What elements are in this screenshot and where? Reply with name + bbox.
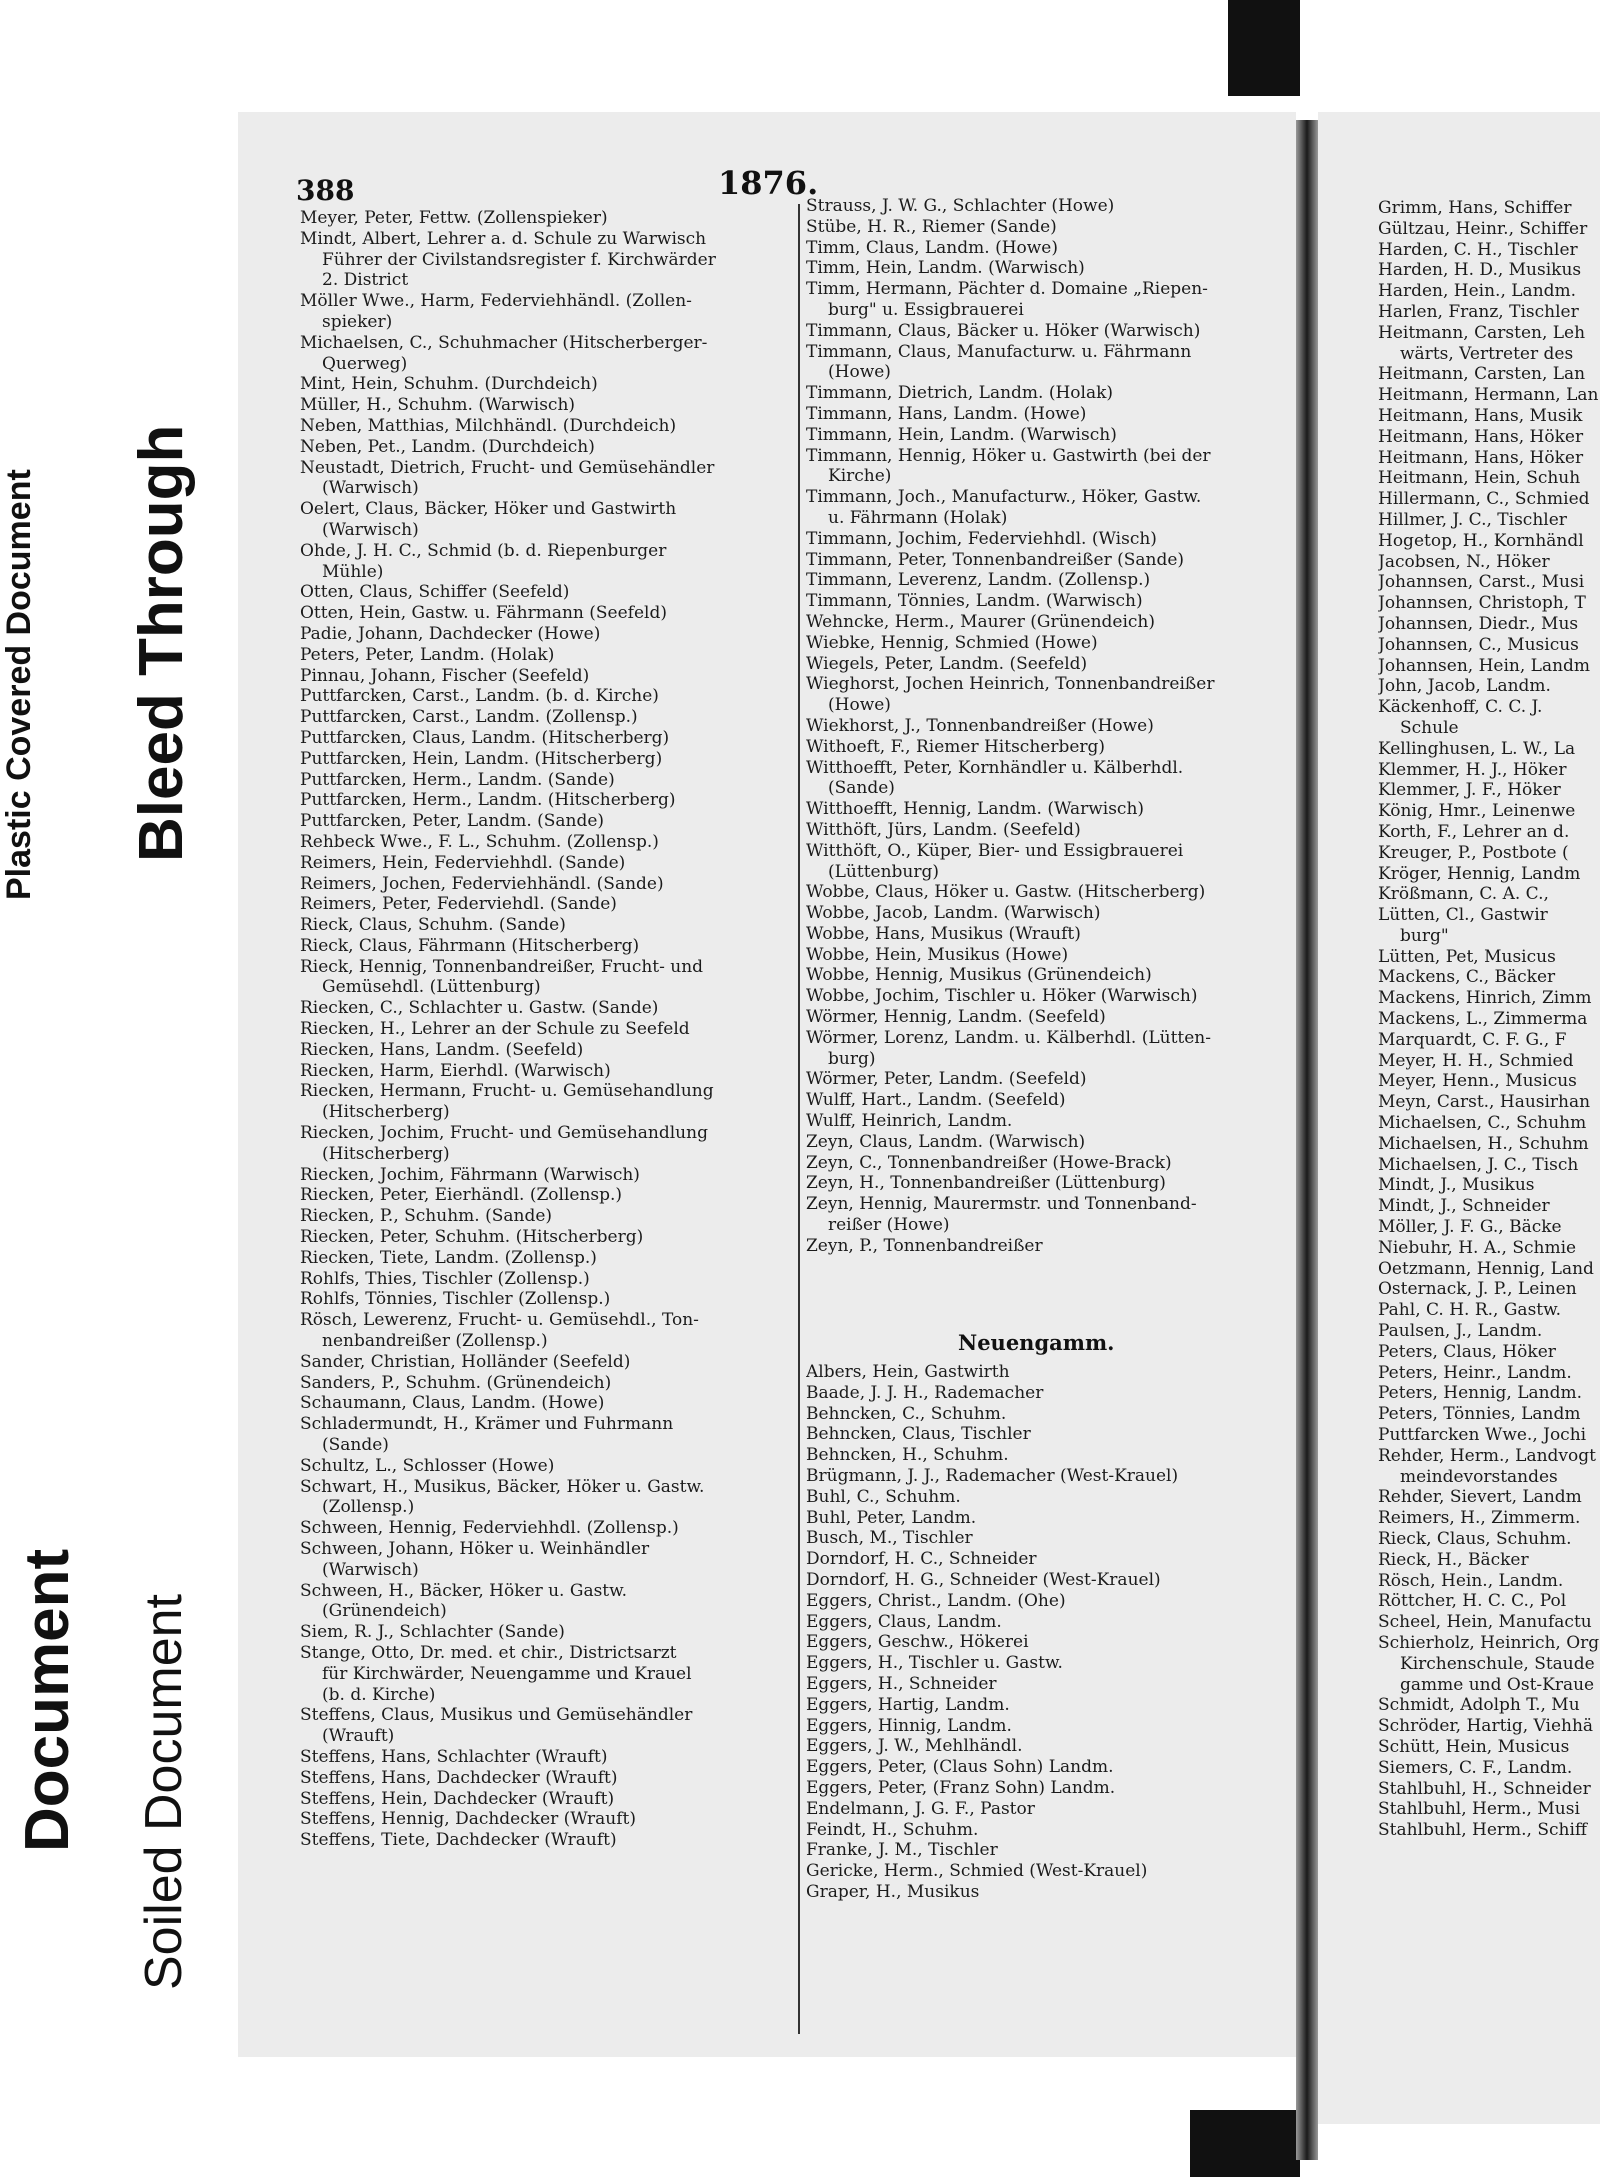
directory-entry: Riecken, C., Schlachter u. Gastw. (Sande) xyxy=(300,998,659,1019)
directory-entry: Riecken, P., Schuhm. (Sande) xyxy=(300,1206,553,1227)
directory-entry: Krößmann, C. A. C., xyxy=(1378,884,1549,905)
directory-entry: Michaelsen, C., Schuhm xyxy=(1378,1113,1587,1134)
directory-entry: Withoeft, F., Riemer Hitscherberg) xyxy=(806,736,1106,757)
directory-entry: Eggers, H., Tischler u. Gastw. xyxy=(806,1653,1063,1674)
directory-entry: Timmann, Peter, Tonnenbandreißer (Sande) xyxy=(806,549,1185,570)
column-left xyxy=(300,208,800,1851)
directory-entry: Timmann, Claus, Manufacturw. u. Fährmann xyxy=(806,341,1192,362)
directory-entry: Paulsen, J., Landm. xyxy=(1378,1321,1543,1342)
directory-entry: Rieck, H., Bäcker xyxy=(1378,1549,1529,1570)
directory-entry: Feindt, H., Schuhm. xyxy=(806,1819,979,1840)
directory-entry: Otten, Hein, Gastw. u. Fährmann (Seefeld) xyxy=(300,603,667,624)
directory-entry: Wobbe, Jochim, Tischler u. Höker (Warwisch) xyxy=(806,986,1198,1007)
directory-entry: Schule xyxy=(1400,717,1459,738)
directory-entry: Neben, Matthias, Milchhändl. (Durchdeich) xyxy=(300,415,677,436)
directory-entry: Wulff, Heinrich, Landm. xyxy=(806,1111,1013,1132)
directory-entry: Schmidt, Adolph T., Mu xyxy=(1378,1695,1580,1716)
directory-entry: Wiegels, Peter, Landm. (Seefeld) xyxy=(806,653,1088,674)
directory-entry: Johannsen, Christoph, T xyxy=(1378,593,1586,614)
directory-entry: nenbandreißer (Zollensp.) xyxy=(322,1331,548,1352)
scanner-band-top-right xyxy=(1228,0,1300,96)
directory-entry: Timmann, Tönnies, Landm. (Warwisch) xyxy=(806,591,1143,612)
directory-entry: Reimers, Jochen, Federviehhändl. (Sande) xyxy=(300,873,664,894)
directory-entry: reißer (Howe) xyxy=(828,1215,950,1236)
document-label: Document xyxy=(13,1548,82,1852)
directory-entry: (Zollensp.) xyxy=(322,1497,415,1518)
soiled-document-label: Soiled Document xyxy=(135,1594,193,1990)
directory-entry: (Sande) xyxy=(322,1435,389,1456)
directory-entry: Oelert, Claus, Bäcker, Höker und Gastwirth xyxy=(300,499,677,520)
directory-entry: Reimers, Hein, Federviehhdl. (Sande) xyxy=(300,852,626,873)
directory-entry: Brügmann, J. J., Rademacher (West-Krauel) xyxy=(806,1465,1179,1486)
directory-entry: Timm, Hein, Landm. (Warwisch) xyxy=(806,258,1085,279)
directory-entry: (Sande) xyxy=(828,778,895,799)
directory-entry: Wörmer, Hennig, Landm. (Seefeld) xyxy=(806,1007,1106,1028)
directory-entry: Puttfarcken, Herm., Landm. (Hitscherberg) xyxy=(300,790,676,811)
directory-entry: Eggers, Christ., Landm. (Ohe) xyxy=(806,1590,1066,1611)
directory-entry: Gemüsehdl. (Lüttenburg) xyxy=(322,977,541,998)
directory-entry: Hillmer, J. C., Tischler xyxy=(1378,509,1567,530)
directory-entry: Eggers, Hinnig, Landm. xyxy=(806,1715,1012,1736)
directory-entry: Möller Wwe., Harm, Federviehhändl. (Zollen- xyxy=(300,291,692,312)
directory-entry: burg) xyxy=(828,1048,876,1069)
bleed-through-label: Bleed Through xyxy=(127,424,196,862)
directory-entry: Neben, Pet., Landm. (Durchdeich) xyxy=(300,436,595,457)
directory-entry: Hillermann, C., Schmied xyxy=(1378,489,1590,510)
directory-entry: Heitmann, Carsten, Lan xyxy=(1378,364,1586,385)
directory-entry: Rieck, Claus, Schuhm. xyxy=(1378,1529,1572,1549)
directory-entry: Dorndorf, H. G., Schneider (West-Krauel) xyxy=(806,1569,1161,1590)
directory-entry: wärts, Vertreter des xyxy=(1400,343,1574,364)
directory-entry: Rehbeck Wwe., F. L., Schuhm. (Zollensp.) xyxy=(300,831,659,852)
directory-entry: Riecken, Jochim, Fährmann (Warwisch) xyxy=(300,1164,640,1185)
directory-entry: Rieck, Claus, Schuhm. (Sande) xyxy=(300,915,566,936)
directory-entry: Marquardt, C. F. G., F xyxy=(1378,1029,1567,1050)
directory-entry: Riecken, Hans, Landm. (Seefeld) xyxy=(300,1039,584,1060)
directory-entry: Timmann, Dietrich, Landm. (Holak) xyxy=(806,383,1114,404)
directory-entry: Riecken, Peter, Schuhm. (Hitscherberg) xyxy=(300,1227,644,1248)
directory-entry: Steffens, Claus, Musikus und Gemüsehändler xyxy=(300,1705,693,1726)
directory-entry: Wobbe, Hein, Musikus (Howe) xyxy=(806,944,1069,965)
directory-entry: Heitmann, Carsten, Leh xyxy=(1378,322,1586,343)
directory-entry: gamme und Ost-Kraue xyxy=(1400,1674,1595,1695)
directory-entry: Schierholz, Heinrich, Org xyxy=(1378,1632,1600,1653)
directory-entry: Wörmer, Lorenz, Landm. u. Kälberhdl. (Lütten- xyxy=(806,1027,1211,1048)
directory-entry: Rösch, Lewerenz, Frucht- u. Gemüsehdl., Ton- xyxy=(300,1310,699,1331)
directory-entry: Wobbe, Hennig, Musikus (Grünendeich) xyxy=(806,965,1152,986)
directory-entry: Michaelsen, J. C., Tisch xyxy=(1378,1154,1579,1175)
directory-entry: Johannsen, Carst., Musi xyxy=(1378,572,1585,593)
directory-entry: Führer der Civilstandsregister f. Kirchwärder xyxy=(322,249,716,270)
directory-entry: Meyer, Peter, Fettw. (Zollenspieker) xyxy=(300,208,608,228)
directory-entry: Franke, J. M., Tischler xyxy=(806,1840,998,1861)
directory-entry: Käckenhoff, C. C. J. xyxy=(1378,697,1543,718)
column-right xyxy=(1378,198,1600,1841)
directory-entry: Eggers, H., Schneider xyxy=(806,1673,997,1694)
directory-entry: Sanders, P., Schuhm. (Grünendeich) xyxy=(300,1372,612,1393)
directory-entry: Witthöft, O., Küper, Bier- und Essigbrauerei xyxy=(806,840,1184,861)
directory-entry: Zeyn, H., Tonnenbandreißer (Lüttenburg) xyxy=(806,1173,1166,1194)
directory-entry: Steffens, Hans, Dachdecker (Wrauft) xyxy=(300,1767,618,1788)
directory-entry: John, Jacob, Landm. xyxy=(1378,676,1551,697)
directory-entry: Timmann, Hans, Landm. (Howe) xyxy=(806,403,1087,424)
directory-entry: Hogetop, H., Kornhändl xyxy=(1378,530,1584,551)
directory-entry: Kröger, Hennig, Landm xyxy=(1378,863,1581,884)
directory-entry: Dorndorf, H. C., Schneider xyxy=(806,1549,1037,1570)
directory-entry: Michaelsen, H., Schuhm xyxy=(1378,1133,1589,1154)
directory-entry: burg" u. Essigbrauerei xyxy=(828,299,1024,320)
directory-entry: Schween, H., Bäcker, Höker u. Gastw. xyxy=(300,1580,628,1601)
directory-entry: Harlen, Franz, Tischler xyxy=(1378,301,1579,322)
directory-entry: Peters, Claus, Höker xyxy=(1378,1341,1556,1362)
directory-entry: Reimers, Peter, Federviehdl. (Sande) xyxy=(300,894,617,915)
page-number: 388 xyxy=(296,174,355,207)
directory-entry: (Warwisch) xyxy=(322,519,419,540)
directory-entry: Eggers, Peter, (Claus Sohn) Landm. xyxy=(806,1757,1114,1778)
directory-entry: Mindt, J., Musikus xyxy=(1378,1175,1535,1196)
directory-entry: Wiebke, Hennig, Schmied (Howe) xyxy=(806,632,1098,653)
directory-entry: Johannsen, C., Musicus xyxy=(1378,634,1579,655)
directory-entry: Harden, H. D., Musikus xyxy=(1378,260,1582,281)
directory-entry: Mackens, L., Zimmerma xyxy=(1378,1009,1588,1030)
directory-entry: Witthoefft, Hennig, Landm. (Warwisch) xyxy=(806,799,1145,820)
directory-entry: Heitmann, Hermann, Lan xyxy=(1378,385,1599,406)
directory-entry: Heitmann, Hans, Musik xyxy=(1378,405,1583,426)
directory-entry: Mackens, C., Bäcker xyxy=(1378,967,1556,988)
directory-entry: Müller, H., Schuhm. (Warwisch) xyxy=(300,395,576,416)
directory-entry: Peters, Heinr., Landm. xyxy=(1378,1362,1572,1383)
directory-entry: spieker) xyxy=(322,311,393,332)
directory-entry: Schütt, Hein, Musicus xyxy=(1378,1736,1570,1757)
directory-entry: Wobbe, Jacob, Landm. (Warwisch) xyxy=(806,903,1101,924)
directory-entry: Timmann, Claus, Bäcker u. Höker (Warwisch) xyxy=(806,320,1201,341)
directory-entry: Timm, Hermann, Pächter d. Domaine „Riepen- xyxy=(806,279,1208,300)
directory-entry: Padie, Johann, Dachdecker (Howe) xyxy=(300,623,601,644)
directory-entry: Michaelsen, C., Schuhmacher (Hitscherberger- xyxy=(300,332,708,353)
directory-entry: Stahlbuhl, Herm., Schiff xyxy=(1378,1820,1587,1841)
directory-entry: Wörmer, Peter, Landm. (Seefeld) xyxy=(806,1069,1087,1090)
directory-entry: Sander, Christian, Holländer (Seefeld) xyxy=(300,1351,631,1372)
directory-entry: Zeyn, P., Tonnenbandreißer xyxy=(806,1235,1043,1256)
directory-entry: Schladermundt, H., Krämer und Fuhrmann xyxy=(300,1414,674,1435)
directory-entry: Riecken, Peter, Eierhändl. (Zollensp.) xyxy=(300,1185,623,1206)
directory-entry: Steffens, Hein, Dachdecker (Wrauft) xyxy=(300,1788,615,1809)
directory-entry: Timmann, Leverenz, Landm. (Zollensp.) xyxy=(806,570,1151,591)
directory-entry: Otten, Claus, Schiffer (Seefeld) xyxy=(300,582,570,603)
directory-entry: (Warwisch) xyxy=(322,1559,419,1580)
directory-entry: Harden, Hein., Landm. xyxy=(1378,281,1577,302)
directory-entry: Möller, J. F. G., Bäcke xyxy=(1378,1217,1562,1238)
directory-entry: meindevorstandes xyxy=(1400,1466,1558,1487)
directory-entry: Pahl, C. H. R., Gastw. xyxy=(1378,1300,1562,1321)
directory-entry: (Howe) xyxy=(828,362,891,383)
directory-entry: Puttfarcken Wwe., Jochi xyxy=(1378,1425,1587,1446)
directory-entry: Riecken, Tiete, Landm. (Zollensp.) xyxy=(300,1247,597,1268)
column-middle-neuengamm xyxy=(806,1362,1276,1903)
directory-entry: Meyn, Carst., Hausirhan xyxy=(1378,1092,1591,1113)
directory-entry: Kellinghusen, L. W., La xyxy=(1378,738,1576,759)
directory-entry: Jacobsen, N., Höker xyxy=(1378,551,1550,572)
directory-entry: Neustadt, Dietrich, Frucht- und Gemüsehändler xyxy=(300,457,715,478)
directory-entry: (Hitscherberg) xyxy=(322,1102,450,1123)
directory-entry: Zeyn, Claus, Landm. (Warwisch) xyxy=(806,1131,1086,1152)
directory-entry: Riecken, Jochim, Frucht- und Gemüsehandlung xyxy=(300,1123,708,1144)
directory-entry: Peters, Peter, Landm. (Holak) xyxy=(300,644,555,665)
directory-entry: Wobbe, Claus, Höker u. Gastw. (Hitscherberg) xyxy=(806,882,1206,903)
directory-entry: Röttcher, H. C. C., Pol xyxy=(1378,1591,1567,1612)
directory-entry: Schultz, L., Schlosser (Howe) xyxy=(300,1455,555,1476)
directory-entry: Zeyn, C., Tonnenbandreißer (Howe-Brack) xyxy=(806,1152,1172,1173)
directory-entry: Eggers, Hartig, Landm. xyxy=(806,1694,1010,1715)
directory-entry: Klemmer, H. J., Höker xyxy=(1378,759,1567,780)
column-middle xyxy=(806,196,1276,1257)
directory-entry: Witthoefft, Peter, Kornhändler u. Kälberhdl. xyxy=(806,757,1184,778)
directory-entry: Scheel, Hein, Manufactu xyxy=(1378,1612,1592,1633)
directory-entry: Wiekhorst, J., Tonnenbandreißer (Howe) xyxy=(806,715,1154,736)
directory-entry: Johannsen, Hein, Landm xyxy=(1378,655,1591,676)
directory-entry: Behncken, H., Schuhm. xyxy=(806,1445,1009,1466)
directory-entry: Zeyn, Hennig, Maurermstr. und Tonnenband- xyxy=(806,1194,1197,1215)
directory-entry: Timmann, Jochim, Federviehhdl. (Wisch) xyxy=(806,528,1157,549)
directory-entry: Meyer, Henn., Musicus xyxy=(1378,1071,1577,1092)
directory-entry: Rehder, Herm., Landvogt xyxy=(1378,1445,1596,1466)
directory-entry: Wieghorst, Jochen Heinrich, Tonnenbandreißer xyxy=(806,674,1215,695)
directory-entry: Harden, C. H., Tischler xyxy=(1378,239,1578,260)
directory-entry: Puttfarcken, Hein, Landm. (Hitscherberg) xyxy=(300,748,663,769)
directory-entry: u. Fährmann (Holak) xyxy=(828,507,1008,528)
directory-entry: Wehncke, Herm., Maurer (Grünendeich) xyxy=(806,611,1156,632)
directory-entry: (Grünendeich) xyxy=(322,1601,447,1622)
directory-entry: Steffens, Hennig, Dachdecker (Wrauft) xyxy=(300,1809,636,1830)
directory-entry: Heitmann, Hans, Höker xyxy=(1378,447,1584,468)
directory-entry: Oetzmann, Hennig, Land xyxy=(1378,1258,1594,1279)
book-gutter xyxy=(1296,120,1318,2160)
directory-entry: Schween, Hennig, Federviehhdl. (Zollensp.) xyxy=(300,1518,679,1539)
directory-entry: Querweg) xyxy=(322,353,408,374)
directory-entry: Schween, Johann, Höker u. Weinhändler xyxy=(300,1539,650,1559)
directory-entry: Endelmann, J. G. F., Pastor xyxy=(806,1798,1035,1819)
directory-entry: (Howe) xyxy=(828,695,891,716)
directory-entry: Kirchenschule, Staude xyxy=(1400,1653,1595,1674)
directory-entry: Heitmann, Hans, Höker xyxy=(1378,426,1584,447)
directory-entry: Timmann, Joch., Manufacturw., Höker, Gastw. xyxy=(806,487,1202,508)
directory-entry: König, Hmr., Leinenwe xyxy=(1378,801,1576,822)
directory-entry: Riecken, H., Lehrer an der Schule zu Seefeld xyxy=(300,1019,690,1040)
directory-entry: Albers, Hein, Gastwirth xyxy=(806,1362,1010,1382)
directory-entry: Witthöft, Jürs, Landm. (Seefeld) xyxy=(806,819,1081,840)
directory-entry: Riecken, Harm, Eierhdl. (Warwisch) xyxy=(300,1060,611,1081)
directory-entry: (Lüttenburg) xyxy=(828,861,940,882)
directory-entry: Stange, Otto, Dr. med. et chir., Districtsarzt xyxy=(300,1642,677,1663)
directory-entry: Eggers, Geschw., Hökerei xyxy=(806,1632,1029,1653)
directory-entry: Lütten, Cl., Gastwir xyxy=(1378,905,1548,926)
directory-entry: Schwart, H., Musikus, Bäcker, Höker u. Gastw. xyxy=(300,1476,705,1497)
directory-entry: Rehder, Sievert, Landm xyxy=(1378,1487,1582,1508)
directory-entry: (Wrauft) xyxy=(322,1726,395,1747)
directory-entry: Buhl, Peter, Landm. xyxy=(806,1507,977,1528)
scanner-band-bottom-right xyxy=(1190,2110,1300,2177)
directory-entry: Eggers, J. W., Mehlhändl. xyxy=(806,1736,1023,1757)
directory-entry: Stahlbuhl, Herm., Musi xyxy=(1378,1799,1580,1820)
directory-entry: Puttfarcken, Claus, Landm. (Hitscherberg) xyxy=(300,727,670,748)
directory-entry: Siemers, C. F., Landm. xyxy=(1378,1757,1573,1778)
directory-entry: Gericke, Herm., Schmied (West-Krauel) xyxy=(806,1861,1148,1882)
directory-entry: Strauss, J. W. G., Schlachter (Howe) xyxy=(806,196,1115,216)
directory-entry: Timm, Claus, Landm. (Howe) xyxy=(806,237,1059,258)
directory-entry: (Hitscherberg) xyxy=(322,1143,450,1164)
plastic-covered-label: Plastic Covered Document xyxy=(0,469,38,900)
directory-entry: Stübe, H. R., Riemer (Sande) xyxy=(806,216,1057,237)
directory-entry: Rieck, Hennig, Tonnenbandreißer, Frucht- und xyxy=(300,956,704,977)
directory-entry: Puttfarcken, Peter, Landm. (Sande) xyxy=(300,811,605,832)
directory-entry: Mindt, J., Schneider xyxy=(1378,1196,1550,1217)
directory-entry: Timmann, Hein, Landm. (Warwisch) xyxy=(806,424,1117,445)
directory-entry: Gültzau, Heinr., Schiffer xyxy=(1378,218,1588,239)
page-year: 1876. xyxy=(718,164,819,202)
section-heading-neuengamm: Neuengamm. xyxy=(958,1330,1115,1355)
directory-entry: Johannsen, Diedr., Mus xyxy=(1378,613,1579,634)
directory-entry: Eggers, Claus, Landm. xyxy=(806,1611,1002,1632)
directory-entry: Mühle) xyxy=(322,561,384,582)
directory-entry: Mindt, Albert, Lehrer a. d. Schule zu Warwisch xyxy=(300,228,707,249)
directory-entry: Lütten, Pet, Musicus xyxy=(1378,946,1556,967)
directory-entry: Riecken, Hermann, Frucht- u. Gemüsehandlung xyxy=(300,1081,714,1102)
directory-entry: Buhl, C., Schuhm. xyxy=(806,1486,961,1507)
directory-entry: Rösch, Hein., Landm. xyxy=(1378,1570,1564,1591)
directory-entry: 2. District xyxy=(322,270,409,291)
directory-entry: Timmann, Hennig, Höker u. Gastwirth (bei der xyxy=(806,445,1211,466)
directory-entry: Behncken, C., Schuhm. xyxy=(806,1403,1007,1424)
directory-entry: Mackens, Hinrich, Zimm xyxy=(1378,988,1592,1009)
directory-entry: Osternack, J. P., Leinen xyxy=(1378,1279,1577,1300)
directory-entry: Steffens, Hans, Schlachter (Wrauft) xyxy=(300,1746,608,1767)
directory-entry: Wulff, Hart., Landm. (Seefeld) xyxy=(806,1090,1066,1111)
directory-entry: Wobbe, Hans, Musikus (Wrauft) xyxy=(806,923,1081,944)
scanned-page xyxy=(238,112,1296,2057)
directory-entry: Reimers, H., Zimmerm. xyxy=(1378,1508,1581,1529)
directory-entry: Rieck, Claus, Fährmann (Hitscherberg) xyxy=(300,935,640,956)
directory-entry: Schaumann, Claus, Landm. (Howe) xyxy=(300,1393,605,1414)
directory-entry: Puttfarcken, Herm., Landm. (Sande) xyxy=(300,769,615,790)
directory-entry: für Kirchwärder, Neuengamme und Krauel xyxy=(322,1663,692,1684)
directory-entry: Siem, R. J., Schlachter (Sande) xyxy=(300,1622,565,1643)
directory-entry: Baade, J. J. H., Rademacher xyxy=(806,1382,1044,1403)
directory-entry: Heitmann, Hein, Schuh xyxy=(1378,468,1581,489)
directory-entry: Pinnau, Johann, Fischer (Seefeld) xyxy=(300,665,590,686)
column-divider xyxy=(798,204,800,2034)
directory-entry: Niebuhr, H. A., Schmie xyxy=(1378,1237,1577,1258)
directory-entry: Rohlfs, Tönnies, Tischler (Zollensp.) xyxy=(300,1289,611,1310)
directory-entry: Grimm, Hans, Schiffer xyxy=(1378,198,1572,218)
directory-entry: Schröder, Hartig, Viehhä xyxy=(1378,1716,1594,1737)
directory-entry: (b. d. Kirche) xyxy=(322,1684,436,1705)
directory-entry: Puttfarcken, Carst., Landm. (b. d. Kirche) xyxy=(300,686,659,707)
directory-entry: Stahlbuhl, H., Schneider xyxy=(1378,1778,1591,1799)
directory-entry: Rohlfs, Thies, Tischler (Zollensp.) xyxy=(300,1268,590,1289)
directory-entry: Kreuger, P., Postbote ( xyxy=(1378,842,1569,863)
directory-entry: Puttfarcken, Carst., Landm. (Zollensp.) xyxy=(300,707,638,728)
directory-entry: Kirche) xyxy=(828,466,892,487)
directory-entry: Meyer, H. H., Schmied xyxy=(1378,1050,1574,1071)
directory-entry: Graper, H., Musikus xyxy=(806,1881,980,1902)
directory-entry: Mint, Hein, Schuhm. (Durchdeich) xyxy=(300,374,598,395)
directory-entry: Ohde, J. H. C., Schmid (b. d. Riepenburger xyxy=(300,540,667,561)
directory-entry: Klemmer, J. F., Höker xyxy=(1378,780,1561,801)
facing-page xyxy=(1318,112,1600,2124)
directory-entry: Steffens, Tiete, Dachdecker (Wrauft) xyxy=(300,1830,617,1851)
directory-entry: Eggers, Peter, (Franz Sohn) Landm. xyxy=(806,1777,1116,1798)
directory-entry: Peters, Tönnies, Landm xyxy=(1378,1404,1581,1425)
directory-entry: (Warwisch) xyxy=(322,478,419,499)
directory-entry: Behncken, Claus, Tischler xyxy=(806,1424,1031,1445)
directory-entry: burg" xyxy=(1400,925,1449,946)
directory-entry: Busch, M., Tischler xyxy=(806,1528,973,1549)
directory-entry: Peters, Hennig, Landm. xyxy=(1378,1383,1582,1404)
directory-entry: Korth, F., Lehrer an d. xyxy=(1378,821,1570,842)
